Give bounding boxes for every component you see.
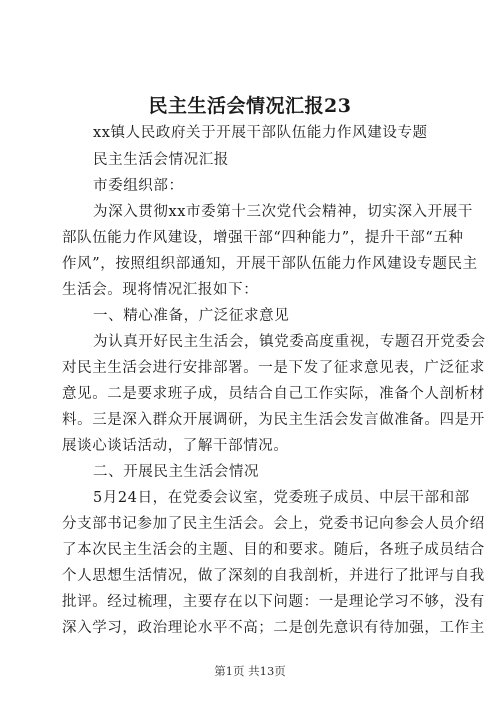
paragraph-line: 部队伍能力作风建设，增强干部“四种能力”，提升干部“五种 [62,230,464,246]
subtitle-line-2: 民主生活会情况汇报 [93,152,229,168]
paragraph-line: 为深入贯彻xx市委第十三次党代会精神，切实深入开展干 [93,204,473,220]
section-heading: 一、精心准备，广泛征求意见 [93,308,290,324]
paragraph-line: 5月24日，在党委会议室，党委班子成员、中层干部和部 [93,490,470,506]
paragraph-line: 了本次民主生活会的主题、目的和要求。随后，各班子成员结合 [62,542,485,558]
paragraph-line: 意见。二是要求班子成，员结合自己工作实际，准备个人剖析材 [62,386,485,402]
paragraph-line: 批评。经过梳理，主要存在以下问题：一是理论学习不够，没有 [62,594,485,610]
paragraph-line: 深入学习，政治理论水平不高；二是创先意识有待加强，工作主 [62,620,485,636]
paragraph-line: 分支部书记参加了民主生活会。会上，党委书记向参会人员介绍 [62,516,485,532]
subtitle-line-1: xx镇人民政府关于开展干部队伍能力作风建设专题 [93,125,428,141]
paragraph-line: 为认真开好民主生活会，镇党委高度重视，专题召开党委会 [93,334,486,350]
section-heading: 二、开展民主生活会情况 [93,464,260,480]
paragraph-line: 料。三是深入群众开展调研，为民主生活会发言做准备。四是开 [62,412,485,428]
paragraph-line: 个人思想生活情况，做了深刻的自我剖析，并进行了批评与自我 [62,568,485,584]
page-title: 民主生活会情况汇报23 [148,95,352,117]
paragraph-line: 作风”，按照组织部通知，开展干部队伍能力作风建设专题民主 [62,256,478,272]
paragraph-line: 展谈心谈话活动，了解干部情况。 [62,438,289,454]
paragraph-line: 生活会。现将情况汇报如下： [62,282,259,298]
paragraph-line: 对民主生活会进行安排部署。一是下发了征求意见表，广泛征求 [62,360,485,376]
page-footer: 第1页 共13页 [214,664,286,678]
salutation: 市委组织部： [93,178,184,194]
